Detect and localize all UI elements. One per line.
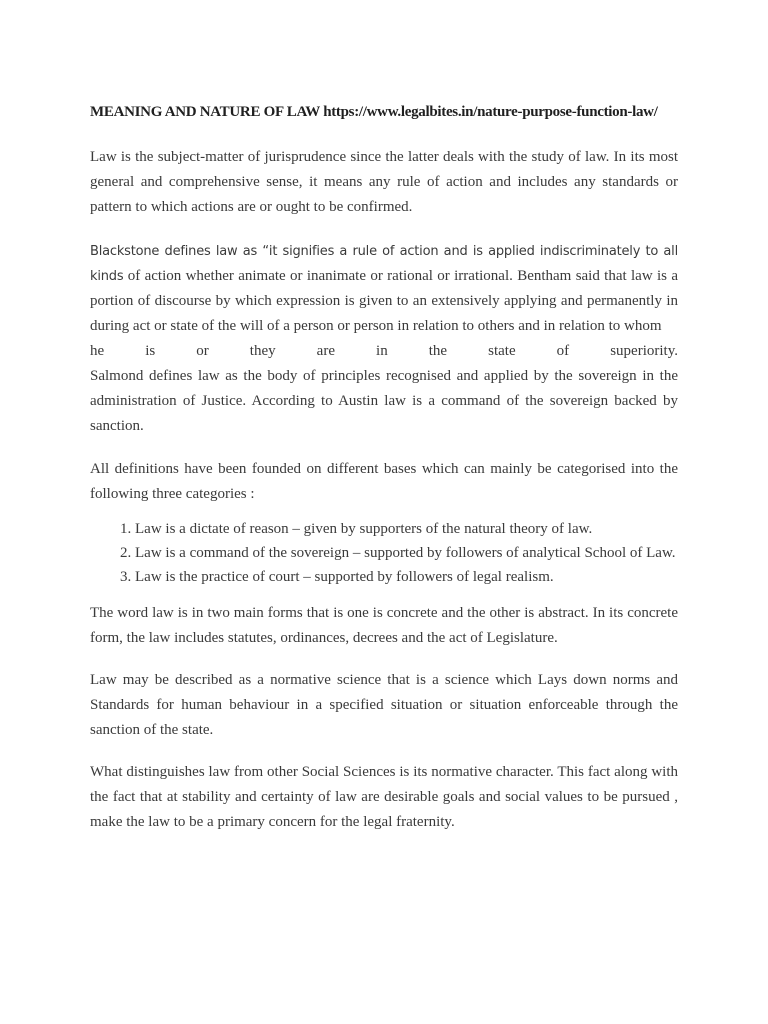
list-item: 1. Law is a dictate of reason – given by supporters of the natural theory of law. [135,521,678,538]
document-content [90,100,678,852]
categories-list [90,521,678,586]
document-title: MEANING AND NATURE OF LAW https://www.legalbites.in/nature-purpose-function-law/ [90,104,658,120]
list-item: 3. Law is the practice of court – supported by followers of legal realism. [135,569,678,586]
paragraph-definitions-body: of action whether animate or inanimate or rational or irrational. Bentham said that law is a portion of discourse by which expression is given to an extensively applying and permanently in during act or state of the will of a person or person in relation to others and in relation to whom [90,268,679,334]
blackstone-quote: Blackstone defines law as “it signifies a rule of action and is applied indiscriminately to all kinds [90,244,678,284]
list-item: 2. Law is a command of the sovereign – supported by followers of analytical School of Law. [135,545,678,562]
paragraph-normative-science: Law may be described as a normative science that is a science which Lays down norms and Standards for human behaviour in a specified situation or situation enforceable through the sanction of the state. [90,672,678,738]
paragraph-definitions-salmond: Salmond defines law as the body of principles recognised and applied by the sovereign in the administration of Justice. According to Austin law is a command of the sovereign backed by sanction. [90,368,678,434]
paragraph-definitions-spread-line: he is or they are in the state of superiority. [90,343,678,359]
paragraph-normative-character: What distinguishes law from other Social Sciences is its normative character. This fact along with the fact that at stability and certainty of law are desirable goals and social values to be pursued , make the law to be a primary concern for the legal fraternity. [90,764,678,830]
paragraph-forms-of-law: The word law is in two main forms that is one is concrete and the other is abstract. In its concrete form, the law includes statutes, ordinances, decrees and the act of Legislature. [90,605,678,646]
paragraph-jurisprudence: Law is the subject-matter of jurisprudence since the latter deals with the study of law. In its most general and comprehensive sense, it means any rule of action and includes any standards or pattern to which actions are or ought to be confirmed. [90,149,678,215]
paragraph-categories-intro: All definitions have been founded on different bases which can mainly be categorised into the following three categories : [90,461,678,502]
paragraph-definitions [90,239,678,439]
